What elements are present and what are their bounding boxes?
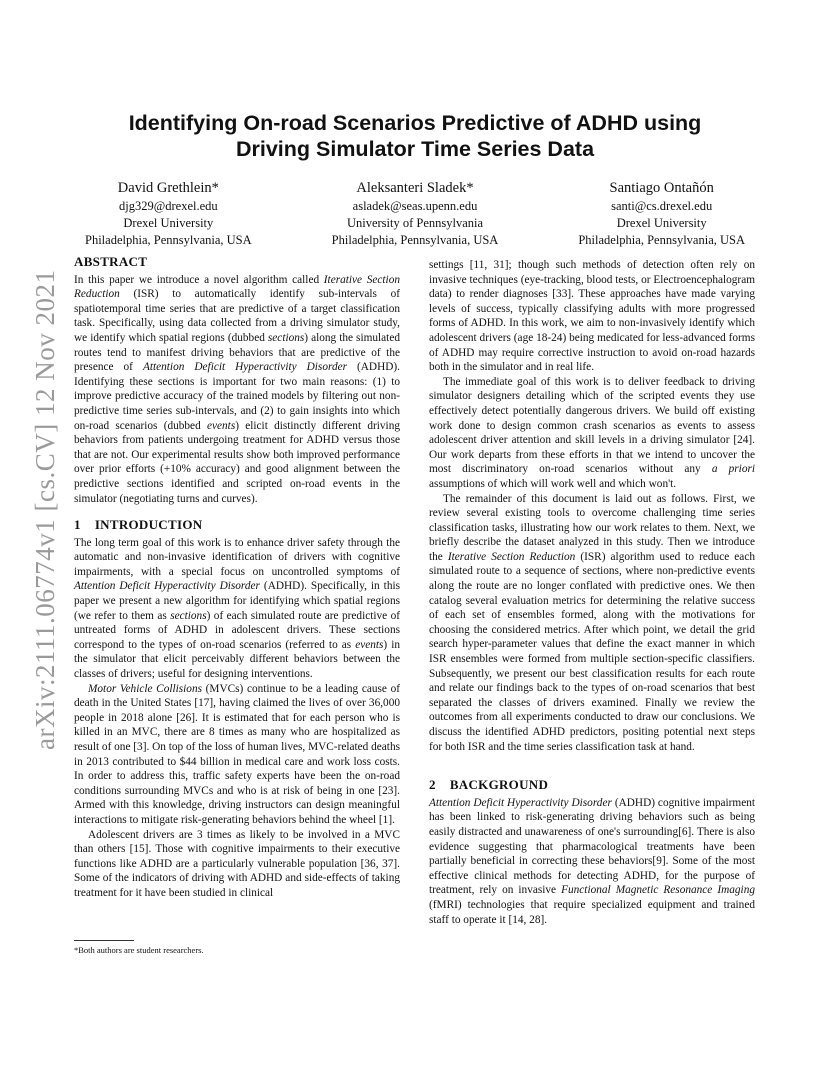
author-affiliation: University of Pennsylvania: [346, 216, 484, 230]
author-email: djg329@drexel.edu: [119, 199, 218, 213]
emphasis: sections: [267, 331, 305, 344]
section-number: 1: [74, 517, 81, 533]
author-email: santi@cs.drexel.edu: [611, 199, 713, 213]
abstract-paragraph: [74, 273, 400, 507]
emphasis: events: [355, 638, 384, 651]
author-affiliation: Drexel University: [123, 216, 214, 230]
author-1: [85, 178, 252, 249]
footnote-text: *Both authors are student researchers.: [74, 945, 204, 955]
intro-paragraph-3: Adolescent drivers are 3 times as likely to be involved in a MVC than others [15]. Those with cognitive impairments to their executive functions like ADHD are a particularly vulnerable population [36, 37]. Some of the indicators of driving with ADHD and side-effects of taking treatment for it have been studied in clinical: [74, 828, 400, 899]
text-run: assumptions of which will work well and which won't.: [429, 477, 677, 490]
arxiv-id: arXiv:2111.06774v1 [cs.CV] 12 Nov 2021: [30, 269, 60, 750]
author-3: [578, 178, 745, 249]
text-run: (ADHD) cognitive impairment has been linked to risk-generating driving behaviors such as being easily distracted and unawareness of one's surrounding[6]. There is also evidence suggesting that pharmacological treatments have been partially beneficial in correcting these behaviors[9]. Some of the most effective clinical methods for detecting ADHD, for the purpose of treatment, rely on invasive: [429, 796, 756, 897]
intro-paragraph-2: [74, 682, 400, 828]
text-run: In this paper we introduce a novel algorithm called: [74, 273, 324, 286]
intro-paragraph-1: [74, 536, 400, 682]
text-run: The immediate goal of this work is to deliver feedback to driving simulator designers detailing which of the scripted events they use effectively detect potentially dangerous drivers. We build off existing work done to design common crash scenarios as events to assess adolescent driver attention and skill levels in a driving simulator [24]. Our work departs from these efforts in that we intend to uncover the most discriminatory on-road scenarios without any: [429, 375, 755, 476]
author-name: David Grethlein*: [117, 180, 219, 196]
text-run: ) along the simulated routes tend to manifest driving behaviors that are predictive of the presence of: [74, 331, 400, 374]
author-2: [332, 178, 499, 249]
emphasis: a priori: [711, 463, 756, 476]
text-run: (ADHD). Identifying these sections is important for two main reasons: (1) to improve predictive accuracy of the trained models by filtering out non-predictive time series sub-intervals, and (2) to gain insights into which on-road scenarios (dubbed: [74, 361, 400, 432]
background-paragraph-1: [429, 796, 755, 927]
text-run: ) of each simulated route are predictive of untreated forms of ADHD in adolescent drivers. These sections correspond to the types of on-road scenarios (referred to as: [74, 609, 401, 651]
intro-paragraph-6: [429, 492, 755, 755]
text-run: (fMRI) technologies that require specialized equipment and trained staff to operate it [14, 28].: [429, 898, 755, 926]
author-location: Philadelphia, Pennsylvania, USA: [85, 233, 252, 247]
emphasis: Iterative Section Reduction: [447, 550, 576, 563]
author-email: asladek@seas.upenn.edu: [352, 199, 478, 213]
text-run: The remainder of this document is laid out as follows. First, we review several existing tools to overcome challenging time series classification tasks, illustrating how our work relates to them. Next, we briefly describe the dataset analyzed in this study. Then we introduce the: [429, 492, 755, 563]
section-title: BACKGROUND: [449, 777, 549, 793]
author-location: Philadelphia, Pennsylvania, USA: [578, 233, 745, 247]
text-run: (MVCs) continue to be a leading cause of death in the United States [17], having claimed the lives of over 36,000 people in 2018 alone [26]. It is estimated that for each person who is killed in an MVC, there are 8 times as many who are hospitalized as result of one [3]. On top of the loss of human lives, MVC-related deaths in 2013 contributed to $44 billion in medical care and work loss costs. In order to address this, traffic safety experts have been the on-road conditions surrounding MVCs and who is at risk of being in one [23]. Armed with this knowledge, driving instructors can design meaningful interactions to mitigate risk-generating behaviors behind the wheel [1].: [74, 682, 400, 826]
author-location: Philadelphia, Pennsylvania, USA: [331, 233, 499, 247]
intro-paragraph-5: [429, 375, 755, 492]
text-run: (ISR) to automatically identify sub-intervals of spatiotemporal time series that are predictive of a target classification task. Specifically, using data collected from a driving simulator study, we identify which spatial regions (dubbed: [74, 288, 400, 344]
footnote-rule: [74, 940, 134, 941]
abstract-heading: ABSTRACT: [74, 254, 148, 269]
arxiv-watermark: [12, 269, 72, 750]
emphasis: Attention Deficit Hyperactivity Disorder: [429, 796, 612, 809]
section-number: 2: [429, 777, 436, 793]
section-heading-introduction: [74, 518, 400, 533]
author-block: [85, 178, 745, 249]
text-run: (ISR) algorithm used to reduce each simulated route to a sequence of sections, where non-predictive events along the route are no longer conflated with predictive ones. We then catalog several evaluation metrics for determining the relative success of each set of ensembles formed, along with the motivations for choosing the considered metrics. After which point, we detail the grid search hyper-parameter values that define the exact manner in which ISR ensembles were formed from multiple section-specific classifiers. Subsequently, we present our best classification results for each route and relate our findings back to the types of on-road scenarios that best separated the classes of drivers examined. Finally we review the outcomes from all experiments conducted to draw our conclusions. We discuss the identified ADHD predictors, positing potential next steps for both ISR and the time series classification task at hand.: [429, 550, 755, 753]
emphasis: Motor Vehicle Collisions: [88, 682, 202, 695]
emphasis: Attention Deficit Hyperactivity Disorder: [142, 361, 347, 374]
right-column: [429, 258, 755, 927]
emphasis: sections: [170, 609, 207, 622]
footnote: [74, 940, 400, 956]
emphasis: Functional Magnetic Resonance Imaging: [561, 884, 755, 897]
emphasis: Attention Deficit Hyperactivity Disorder: [74, 580, 260, 593]
section-title: INTRODUCTION: [94, 517, 203, 533]
emphasis: Iterative Section Reduction: [74, 273, 400, 301]
author-affiliation: Drexel University: [616, 216, 707, 230]
paper-title: Identifying On-road Scenarios Predictive of ADHD using Driving Simulator Time Series Data: [128, 111, 702, 161]
text-run: The long term goal of this work is to enhance driver safety through the automatic and non-invasive identification of drivers with cognitive impairments, with a special focus on uncontrolled symptoms of: [74, 536, 400, 578]
author-name: Aleksanteri Sladek*: [356, 180, 474, 196]
author-name: Santiago Ontañón: [609, 180, 714, 196]
text-run: (ADHD). Specifically, in this paper we present a new algorithm for identifying which spatial regions (we refer to them as: [74, 580, 400, 622]
text-run: ) in the simulator that elicit perceivably different behaviors between the classes of drivers; useful for designing interventions.: [74, 638, 400, 681]
intro-paragraph-4: settings [11, 31]; though such methods of detection often rely on invasive techniques (eye-tracking, blood tests, or Electroencephalogram data) to render diagnoses [33]. These approaches have made varying levels of success, typically classifying adults with more progressed forms of ADHD. In this work, we aim to non-invasively identify which adolescent drivers (age 18-24) being medicated for less-advanced forms of ADHD may require corrective instruction to avoid on-road hazards both in the simulator and in real life.: [429, 259, 755, 374]
text-run: ) elicit distinctly different driving behaviors from patients undergoing treatment for ADHD versus those that are not. Our experimental results show both improved performance over prior efforts (+10% accuracy) and good alignment between the predictive sections identified and scripted on-road events in the simulator (negotiating turns and curves).: [74, 419, 400, 505]
left-column: [74, 255, 400, 901]
section-heading-background: [429, 778, 755, 793]
emphasis: events: [206, 419, 236, 432]
